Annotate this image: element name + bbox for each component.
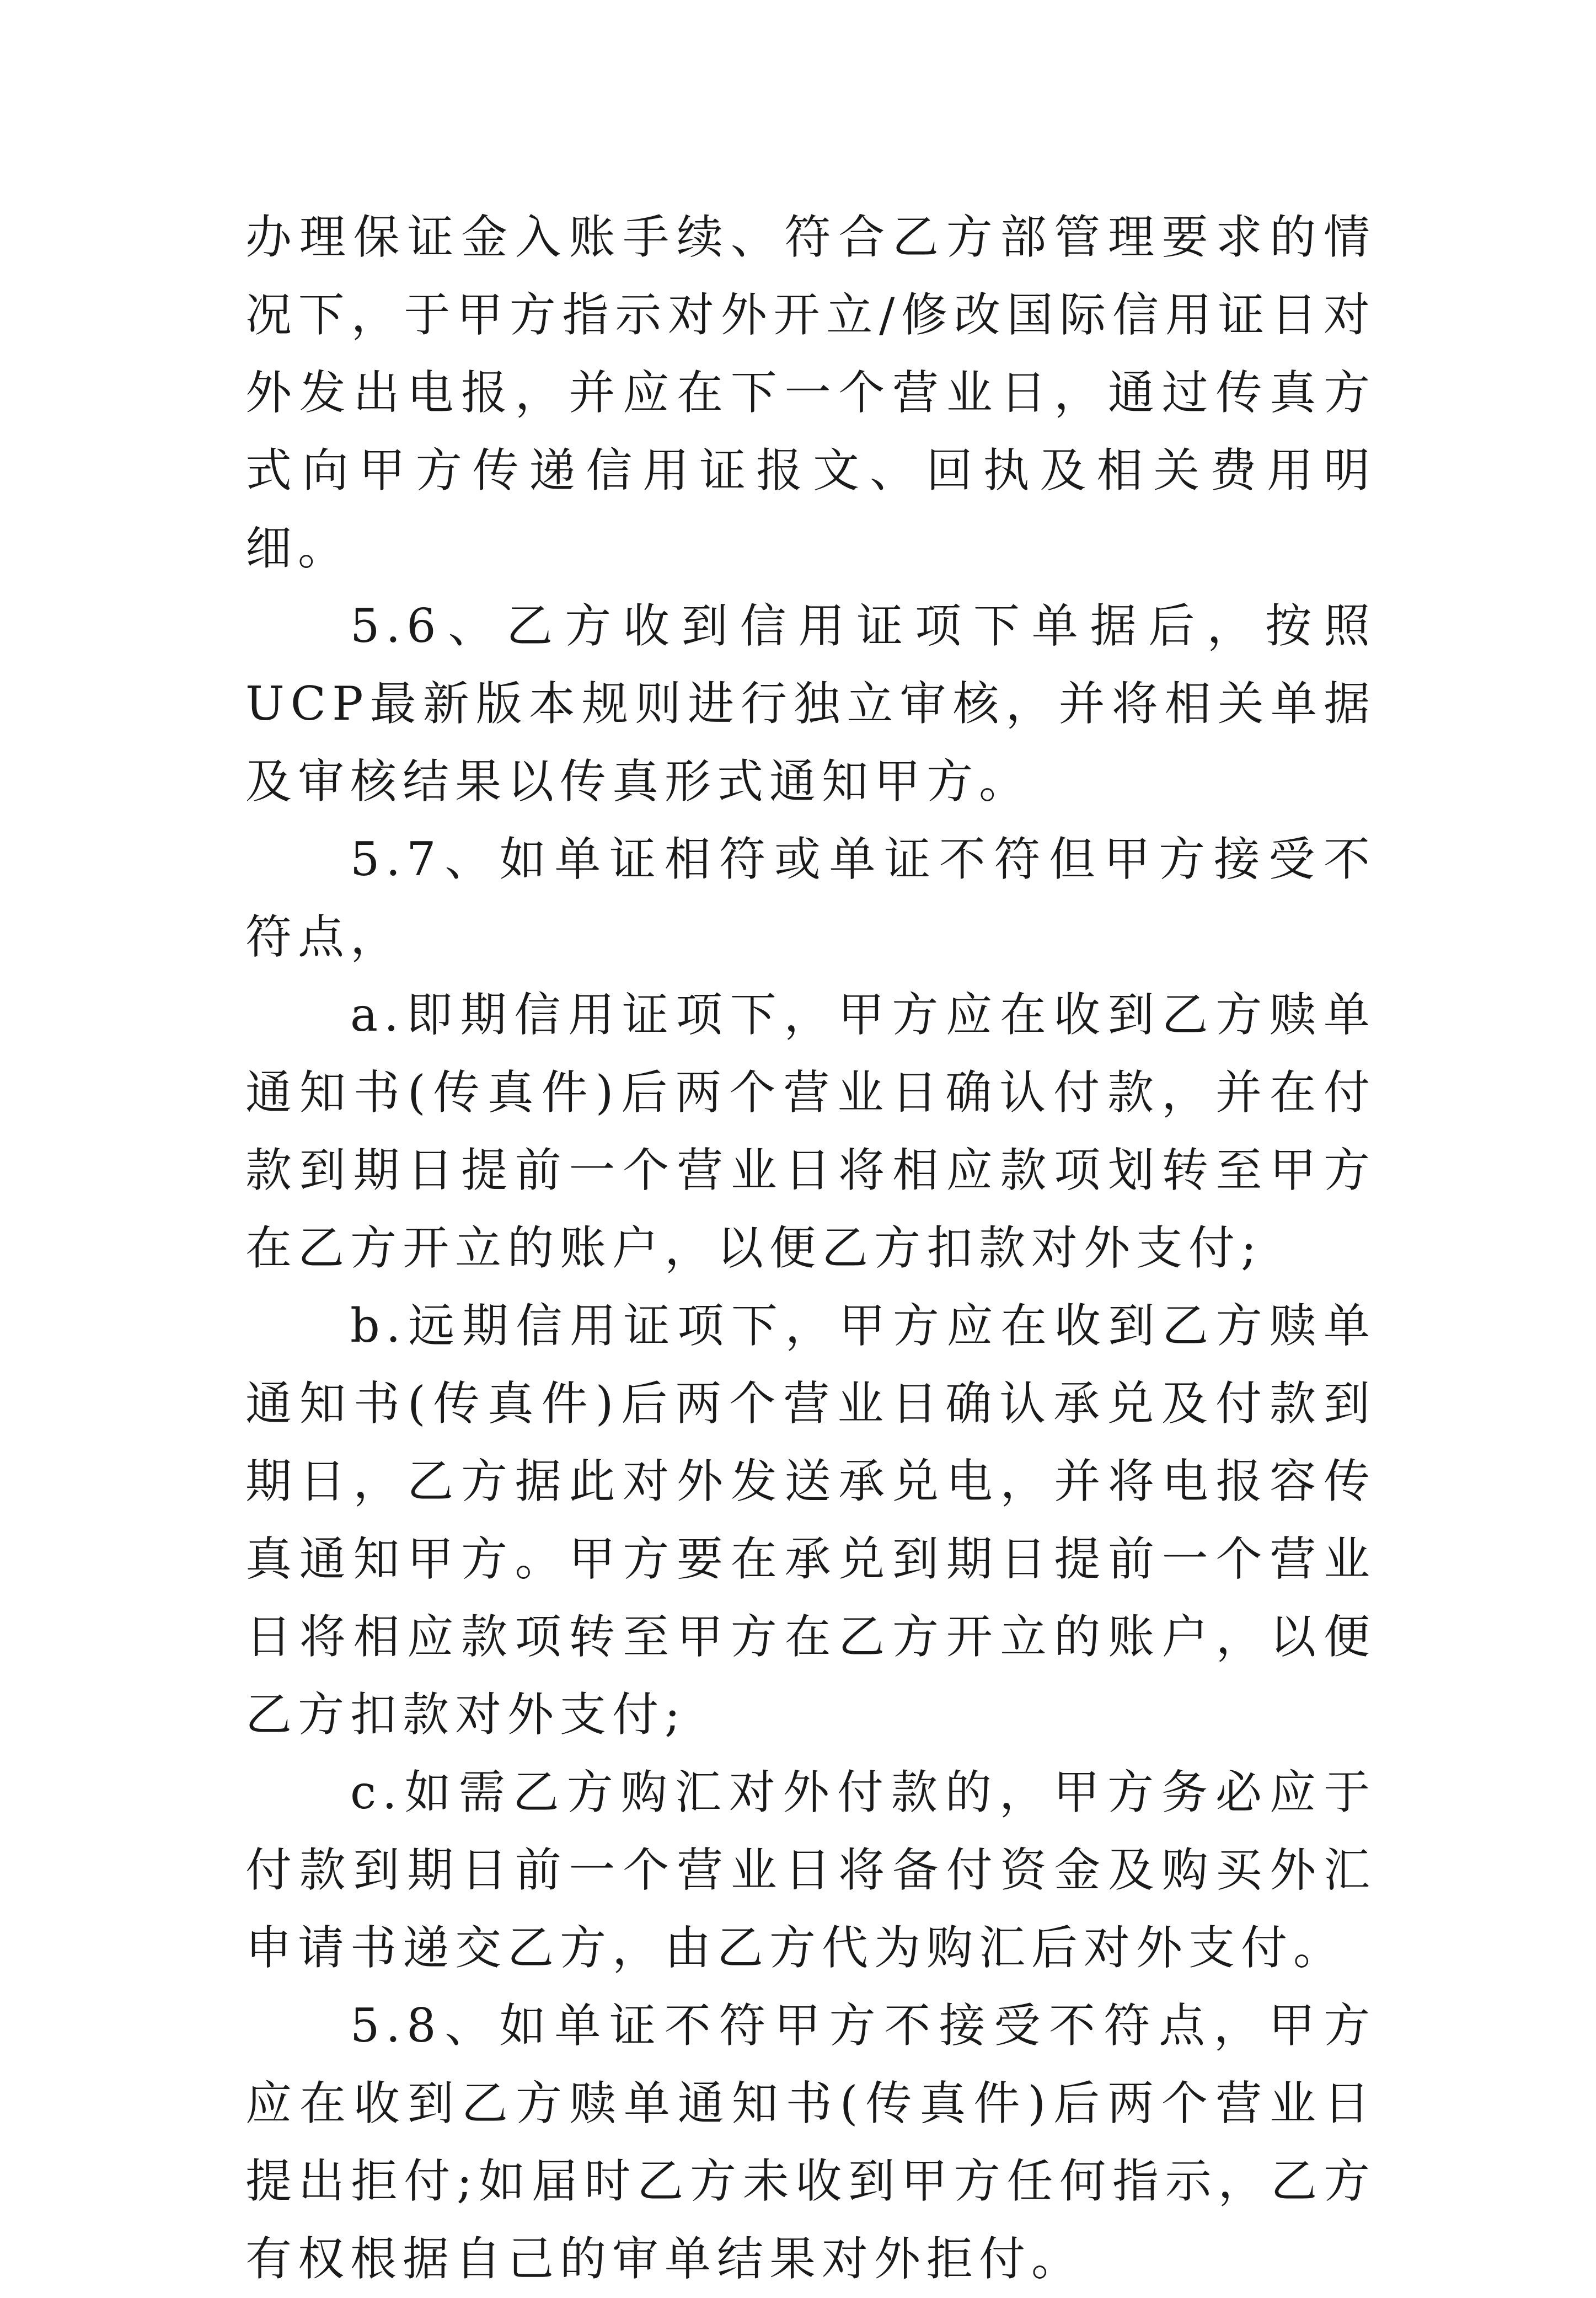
paragraph-clause-5-7: 5.7、如单证相符或单证不符但甲方接受不符点， [245, 832, 1376, 964]
document-body [245, 199, 1376, 2298]
paragraph-clause-5-7-a: a.即期信用证项下，甲方应在收到乙方赎单通知书(传真件)后两个营业日确认付款，并在付款到期日提前一个营业日将相应款项划转至甲方在乙方开立的账户，以便乙方扣款对外支付; [245, 988, 1376, 1275]
paragraph-clause-5-6: 5.6、乙方收到信用证项下单据后，按照UCP最新版本规则进行独立审核，并将相关单据及审核结果以传真形式通知甲方。 [245, 599, 1376, 808]
paragraph-continuation: 办理保证金入账手续、符合乙方部管理要求的情况下，于甲方指示对外开立/修改国际信用证日对外发出电报，并应在下一个营业日，通过传真方式向甲方传递信用证报文、回执及相关费用明细。 [245, 210, 1376, 575]
paragraph-clause-5-7-c: c.如需乙方购汇对外付款的，甲方务必应于付款到期日前一个营业日将备付资金及购买外汇申请书递交乙方，由乙方代为购汇后对外支付。 [245, 1765, 1376, 1975]
paragraph-clause-5-7-b: b.远期信用证项下，甲方应在收到乙方赎单通知书(传真件)后两个营业日确认承兑及付款到期日，乙方据此对外发送承兑电，并将电报容传真通知甲方。甲方要在承兑到期日提前一个营业日将相应款项转至甲方在乙方开立的账户，以便乙方扣款对外支付; [245, 1299, 1376, 1742]
paragraph-clause-5-8: 5.8、如单证不符甲方不接受不符点，甲方应在收到乙方赎单通知书(传真件)后两个营业日提出拒付;如届时乙方未收到甲方任何指示，乙方有权根据自己的审单结果对外拒付。 [245, 1999, 1376, 2286]
